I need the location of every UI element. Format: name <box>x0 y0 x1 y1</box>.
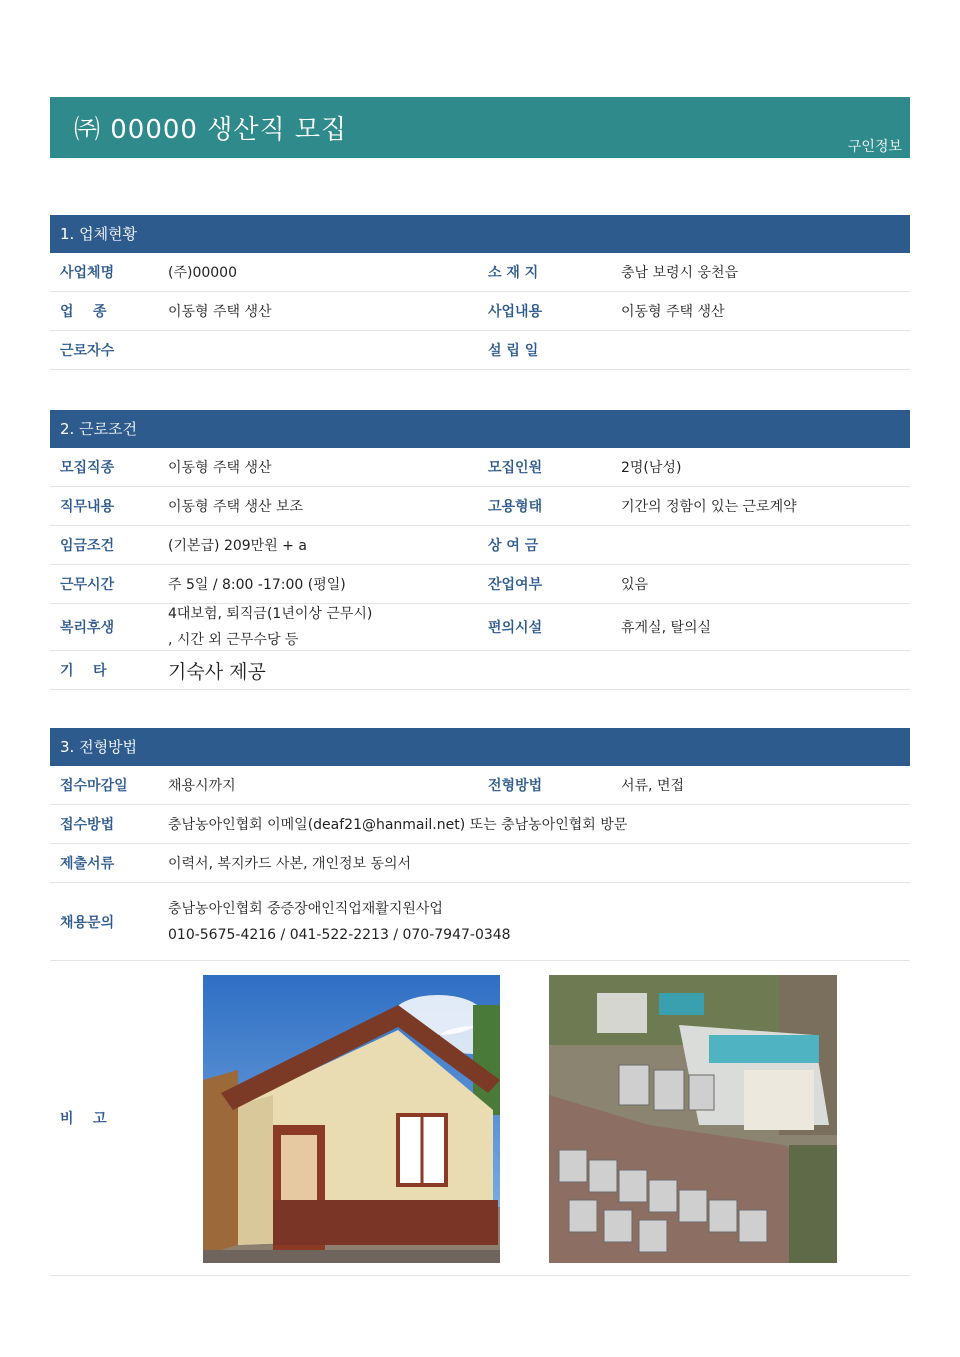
table-row <box>50 253 910 292</box>
label-inquiry: 채용문의 <box>60 914 115 931</box>
section-heading: 1. 업체현황 <box>50 215 910 253</box>
table-row <box>50 331 910 370</box>
value-deadline: 채용시까지 <box>168 778 236 794</box>
label-facilities: 편의시설 <box>488 620 543 636</box>
table-row <box>50 487 910 526</box>
label-employees: 근로자수 <box>60 343 115 359</box>
table-row <box>50 292 910 331</box>
table-row <box>50 651 910 690</box>
label-benefits: 복리후생 <box>60 620 115 636</box>
value-headcount: 2명(남성) <box>621 460 682 476</box>
table-row <box>50 844 910 883</box>
table-row <box>50 766 910 805</box>
value-business: 이동형 주택 생산 <box>621 304 725 320</box>
page-title: ㈜ 00000 생산직 모집 <box>74 115 348 145</box>
label-founded: 설 립 일 <box>488 343 539 359</box>
inquiry-org: 충남농아인협회 중증장애인직업재활지원사업 <box>168 900 443 917</box>
table-row <box>50 565 910 604</box>
working-conditions-section <box>50 410 910 690</box>
label-work-hours: 근무시간 <box>60 577 115 593</box>
factory-aerial-photo <box>549 975 837 1263</box>
label-employment-type: 고용형태 <box>488 499 543 515</box>
value-documents: 이력서, 복지카드 사본, 개인정보 동의서 <box>168 856 412 872</box>
benefits-line-1: 4대보험, 퇴직금(1년이상 근무시) <box>168 606 373 622</box>
company-status-section <box>50 215 910 370</box>
table-row <box>50 883 910 961</box>
section-heading: 2. 근로조건 <box>50 410 910 448</box>
label-headcount: 모집인원 <box>488 460 543 476</box>
table-row <box>50 805 910 844</box>
value-job-type: 이동형 주택 생산 <box>168 460 272 476</box>
factory-aerial-illustration <box>549 975 837 1263</box>
table-row <box>50 961 910 1276</box>
label-job-type: 모집직종 <box>60 460 115 476</box>
benefits-line-2: , 시간 외 근무수당 등 <box>168 632 299 648</box>
value-industry: 이동형 주택 생산 <box>168 304 272 320</box>
label-selection: 전형방법 <box>488 778 543 794</box>
value-employees <box>168 331 488 369</box>
label-company-name: 사업체명 <box>60 265 115 281</box>
value-other: 기숙사 제공 <box>168 660 266 683</box>
value-work-hours: 주 5일 / 8:00 -17:00 (평일) <box>168 577 346 593</box>
section-heading: 3. 전형방법 <box>50 728 910 766</box>
label-documents: 제출서류 <box>60 856 115 872</box>
value-location: 충남 보령시 웅천읍 <box>621 265 739 281</box>
value-overtime: 있음 <box>621 577 649 593</box>
value-founded <box>621 331 906 369</box>
value-bonus <box>621 526 906 564</box>
label-location: 소 재 지 <box>488 265 539 281</box>
label-deadline: 접수마감일 <box>60 778 128 794</box>
page-title-bar <box>50 97 910 158</box>
inquiry-phones: 010-5675-4216 / 041-522-2213 / 070-7947-0348 <box>168 926 511 943</box>
category-tag: 구인정보 <box>847 139 902 155</box>
table-row <box>50 604 910 651</box>
value-inquiry <box>168 883 908 960</box>
value-benefits <box>168 604 488 650</box>
label-wage: 임금조건 <box>60 538 115 554</box>
table-row <box>50 526 910 565</box>
value-selection: 서류, 면접 <box>621 778 684 794</box>
label-duties: 직무내용 <box>60 499 115 515</box>
label-bonus: 상 여 금 <box>488 538 539 554</box>
modular-house-photo <box>203 975 500 1263</box>
label-overtime: 잔업여부 <box>488 577 543 593</box>
label-other: 기 타 <box>60 663 107 679</box>
label-industry: 업 종 <box>60 304 107 320</box>
value-wage: (기본급) 209만원 + a <box>168 538 307 554</box>
label-remarks: 비 고 <box>60 1111 107 1127</box>
label-business: 사업내용 <box>488 304 543 320</box>
value-facilities: 휴게실, 탈의실 <box>621 620 712 636</box>
selection-method-section <box>50 728 910 1276</box>
value-duties: 이동형 주택 생산 보조 <box>168 499 304 515</box>
modular-house-illustration <box>203 975 500 1263</box>
label-apply-method: 접수방법 <box>60 817 115 833</box>
value-company-name: (주)00000 <box>168 265 237 281</box>
value-employment-type: 기간의 정함이 있는 근로계약 <box>621 499 797 515</box>
value-apply-method: 충남농아인협회 이메일(deaf21@hanmail.net) 또는 충남농아인협회 방문 <box>168 817 628 833</box>
table-row <box>50 448 910 487</box>
